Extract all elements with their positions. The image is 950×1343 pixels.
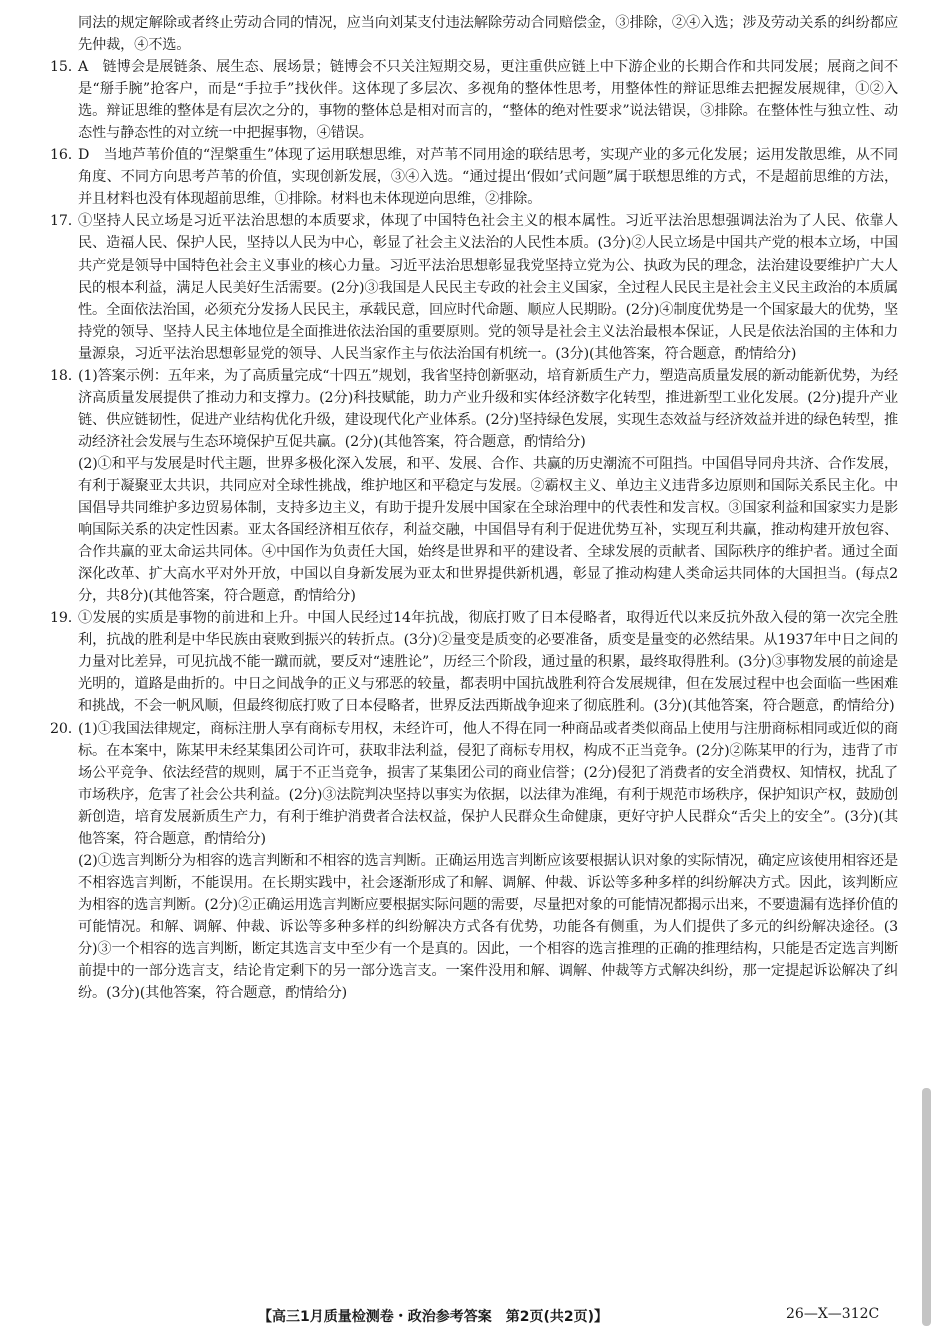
item-text: A 链博会是展链条、展生态、展场景；链博会不只关注短期交易，更注重供应链上中下游企业的长期合作和共同发展；展商之间不是“掰手腕”抢客户，而是“手拉手”找伙伴。这体现了多层次、多视角的整体性思考，用整体性的辩证思维去把握发展规律，①②入选。辩证思维的整体是有层次之分的，事物的整体总是相对而言的，“整体的绝对性要求”说法错误，③排除。在整体性与独立性、动态性与静态性的对立统一中把握事物，④错误。 — [78, 59, 898, 142]
page-footer — [0, 1300, 950, 1330]
item-text: ①坚持人民立场是习近平法治思想的本质要求，体现了中国特色社会主义的根本属性。习近平法治思想强调法治为了人民、依靠人民、造福人民、保护人民，坚持以人民为中心，彰显了社会主义法治的人民性本质。(3分)②人民立场是中国共产党的根本立场，中国共产党是领导中国特色社会主义事业的核心力量。习近平法治思想彰显我党坚持立党为公、执政为民的理念，法治建设要维护广大人民的根本利益，满足人民美好生活需要。(2分)③我国是人民民主专政的社会主义国家，全过程人民民主是社会主义民主政治的本质属性。全面依法治国，必须充分发扬人民民主，承载民意，回应时代命题、顺应人民期盼。(2分)④制度优势是一个国家最大的优势，坚持党的领导、坚持人民主体地位是全面推进依法治国的重要原则。党的领导是社会主义法治最根本保证，人民是依法治国的主体和力量源泉，习近平法治思想彰显党的领导、人民当家作主与依法治国有机统一。(3分)(其他答案，符合题意，酌情给分) — [78, 213, 898, 362]
footer-code: 26—X—312C — [786, 1306, 880, 1322]
item-number: 15. — [50, 59, 73, 76]
item-text: ①发展的实质是事物的前进和上升。中国人民经过14年抗战，彻底打败了日本侵略者，取得近代以来反抗外敌入侵的第一次完全胜利，抗战的胜利是中华民族由衰败到振兴的转折点。(3分)②量变是质变的必要准备，质变是量变的必然结果。从1937年中日之间的力量对比差异，可见抗战不能一蹴而就，要反对“速胜论”，历经三个阶段，通过量的积累，最终取得胜利。(3分)③事物发展的前途是光明的，道路是曲折的。中日之间战争的正义与邪恶的较量，都表明中国抗战胜利符合发展规律，但在发展过程中也会面临一些困难和挑战，不会一帆风顺，但最终彻底打败了日本侵略者，世界反法西斯战争迎来了彻底胜利。(3分)(其他答案，符合题意，酌情给分) — [78, 610, 898, 715]
answer-item-16 — [50, 144, 898, 210]
item-text-part-2: (2)①和平与发展是时代主题，世界多极化深入发展，和平、发展、合作、共赢的历史潮流不可阻挡。中国倡导同舟共济、合作发展，有利于凝聚亚太共识，共同应对全球性挑战，维护地区和平稳定与发展。②霸权主义、单边主义违背多边原则和国际关系民主化。中国倡导共同维护多边贸易体制，支持多边主义，有助于提升发展中国家在全球治理中的代表性和发言权。③国家利益和国家实力是影响国际关系的决定性因素。亚太各国经济相互依存，利益交融，中国倡导有利于促进优势互补，实现互利共赢，推动构建开放包容、合作共赢的亚太命运共同体。④中国作为负责任大国，始终是世界和平的建设者、全球发展的贡献者、国际秩序的维护者。通过全面深化改革、扩大高水平对外开放，中国以自身新发展为亚太和世界提供新机遇，彰显了推动构建人类命运共同体的大国担当。(每点2分，共8分)(其他答案，符合题意，酌情给分) — [78, 455, 898, 605]
intro-paragraph: 同法的规定解除或者终止劳动合同的情况，应当向刘某支付违法解除劳动合同赔偿金，③排除，②④入选；涉及劳动关系的纠纷都应先仲裁，④不选。 — [78, 15, 898, 54]
item-text-part-1: (1)①我国法律规定，商标注册人享有商标专用权，未经许可，他人不得在同一种商品或者类似商品上使用与注册商标相同或近似的商标。在本案中，陈某甲未经某集团公司许可，获取非法利益，侵犯了商标专用权，构成不正当竞争。(2分)②陈某甲的行为，违背了市场公平竞争、依法经营的规则，属于不正当竞争，损害了某集团公司的商业信誉；(2分)侵犯了消费者的安全消费权、知情权，扰乱了市场秩序，危害了社会公共利益。(2分)③法院判决坚持以事实为依据，以法律为准绳，有利于规范市场秩序，保护知识产权，鼓励创新创造，培育发展新质生产力，有利于维护消费者合法权益，保护人民群众生命健康，更好守护人民群众“舌尖上的安全”。(3分)(其他答案，符合题意，酌情给分) — [78, 720, 898, 847]
answer-item-18 — [50, 365, 898, 608]
item-number: 16. — [50, 147, 73, 164]
answer-item-17 — [50, 210, 898, 364]
item-text-part-2: (2)①选言判断分为相容的选言判断和不相容的选言判断。正确运用选言判断应该要根据认识对象的实际情况，确定应该使用相容还是不相容选言判断，不能误用。在长期实践中，社会逐渐形成了和解、调解、仲裁、诉讼等多种多样的纠纷解决方式。因此，该判断应为相容的选言判断。(2分)②正确运用选言判断应要根据实际问题的需要，尽量把对象的可能情况都揭示出来，不要遗漏有选择价值的可能情况。和解、调解、仲裁、诉讼等多种多样的纠纷解决方式各有优势，功能各有侧重，为人们提供了多元的纠纷解决途径。(3分)③一个相容的选言判断，断定其选言支中至少有一个是真的。因此，一个相容的选言推理的正确的推理结构，只能是否定选言判断前提中的一部分选言支，结论肯定剩下的另一部分选言支。一案件没用和解、调解、仲裁等方式解决纠纷，那一定提起诉讼解决了纠纷。(3分)(其他答案，符合题意，酌情给分) — [78, 852, 898, 1002]
vertical-scrollbar[interactable] — [922, 1088, 931, 1326]
footer-title: 【高三1月质量检测卷・政治参考答案 第2页(共2页)】 — [258, 1309, 609, 1325]
answer-item-19 — [50, 607, 898, 717]
answer-item-20 — [50, 718, 898, 1005]
item-number: 19. — [50, 610, 73, 627]
item-text: D 当地芦苇价值的“涅槃重生”体现了运用联想思维，对芦苇不同用途的联结思考，实现产业的多元化发展；运用发散思维，从不同角度、不同方向思考芦苇的价值，实现创新发展，③④入选。“通过提出‘假如’式问题”属于联想思维的方式，不是超前思维的方法，并且材料也没有体现超前思维，①排除。材料也未体现逆向思维，②排除。 — [78, 147, 898, 208]
item-number: 17. — [50, 213, 73, 230]
item-number: 20. — [50, 720, 73, 737]
answer-content — [50, 12, 898, 1004]
answer-item-15 — [50, 56, 898, 144]
item-text-part-1: (1)答案示例：五年来，为了高质量完成“十四五”规划，我省坚持创新驱动，培育新质生产力，塑造高质量发展的新动能新优势，为经济高质量发展提供了推动力和支撑力。(2分)科技赋能，助力产业升级和实体经济数字化转型，推进新型工业化发展。(2分)提升产业链、供应链韧性，促进产业结构优化升级，建设现代化产业体系。(2分)坚持绿色发展，实现生态效益与经济效益并进的绿色转型，推动经济社会发展与生态环境保护互促共赢。(2分)(其他答案，符合题意，酌情给分) — [78, 367, 898, 450]
item-number: 18. — [50, 367, 73, 384]
